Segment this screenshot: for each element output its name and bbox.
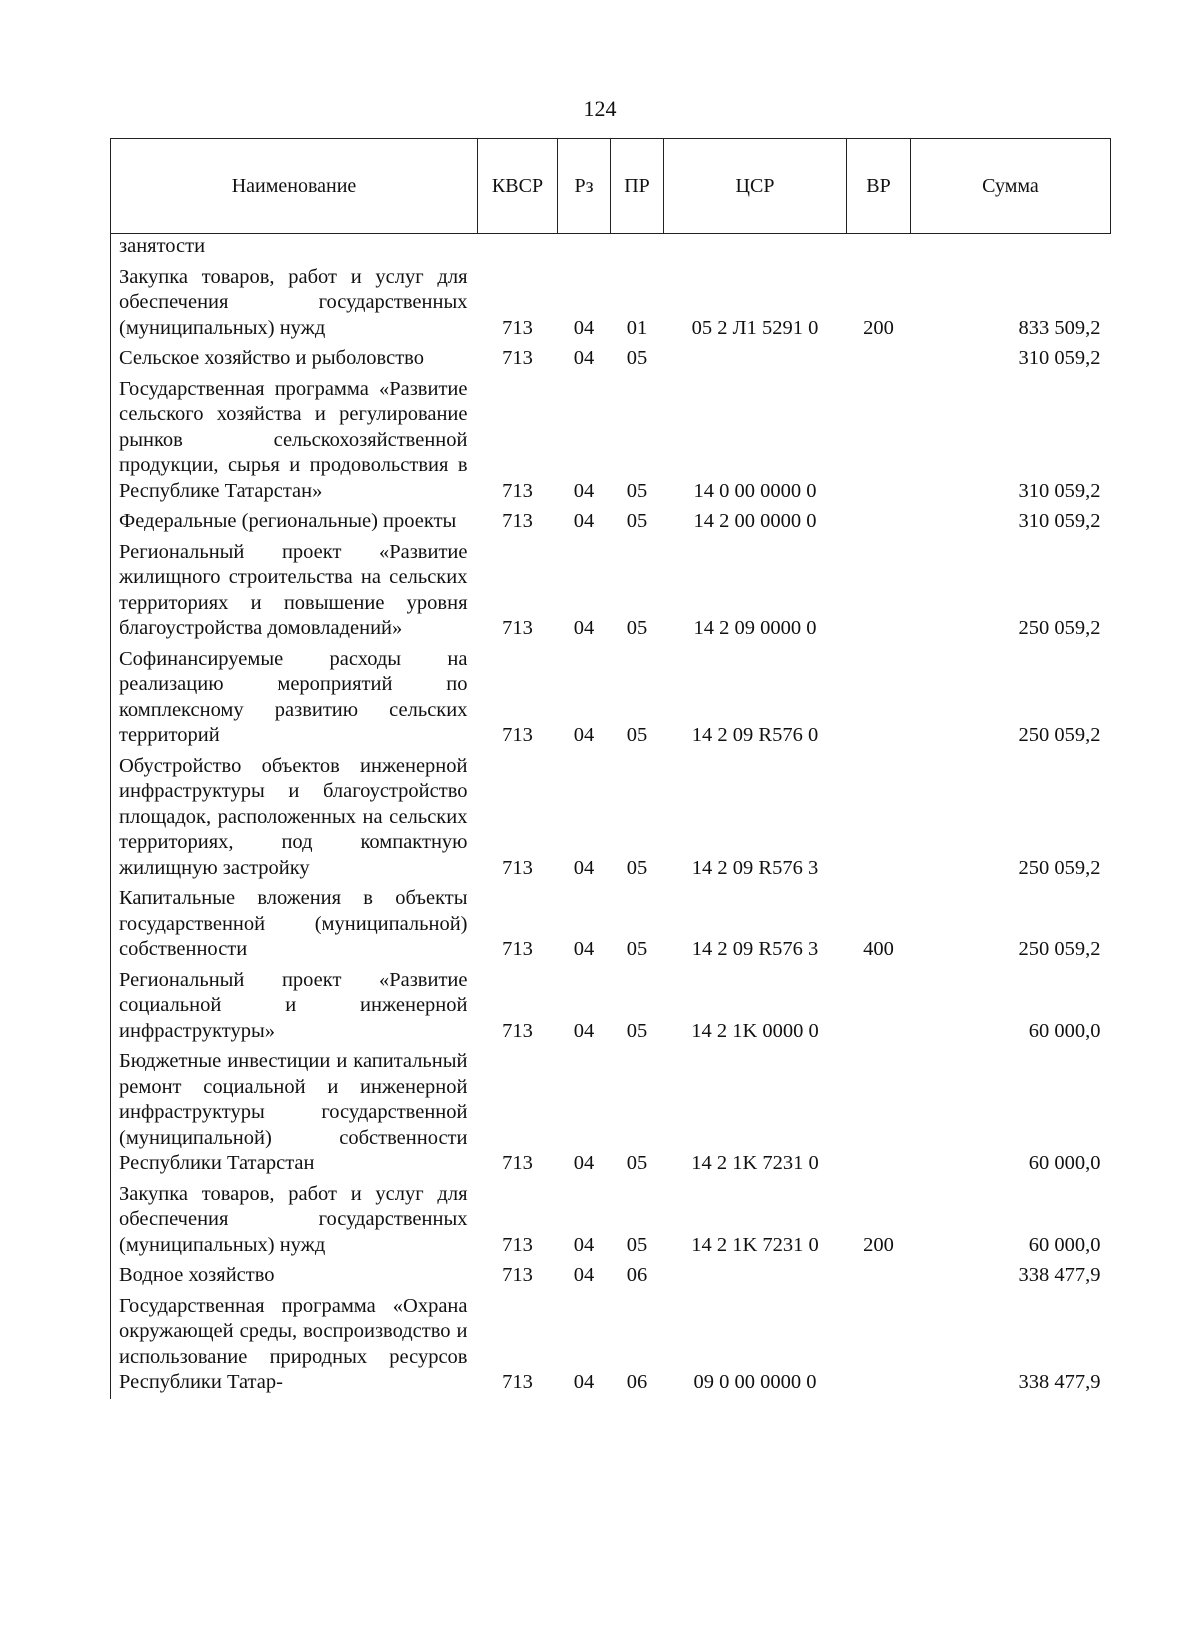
table-row [111, 263, 1111, 345]
row-kvsr [478, 234, 558, 263]
row-name: Государственная программа «Охрана окружающей среды, воспроизводство и использование природных ресурсов Республики Татар- [111, 1292, 478, 1399]
row-csr: 14 2 1K 7231 0 [691, 1152, 819, 1174]
row-rz: 04 [573, 1152, 595, 1174]
row-name: Региональный проект «Развитие жилищного строительства на сельских территориях и повышение уровня благоустройства домовладений» [111, 538, 478, 645]
row-name: Капитальные вложения в объекты государственной (муниципальной) собственности [111, 884, 478, 966]
row-kvsr: 713 [502, 617, 533, 639]
row-vr [847, 1261, 911, 1292]
row-csr: 05 2 Л1 5291 0 [691, 316, 819, 339]
row-sum: 338 477,9 [1018, 1264, 1101, 1286]
row-vr: 200 [863, 1233, 894, 1256]
table-row [111, 884, 1111, 966]
row-name: занятости [111, 234, 478, 263]
table-row [111, 344, 1111, 375]
row-kvsr: 713 [502, 510, 533, 532]
row-kvsr: 713 [502, 316, 533, 339]
table-row [111, 1047, 1111, 1180]
row-rz: 04 [573, 856, 595, 879]
budget-table [110, 138, 1111, 1399]
row-pr: 05 [626, 938, 648, 960]
row-rz [558, 234, 611, 263]
row-rz: 04 [573, 1264, 595, 1286]
row-csr: 14 2 09 R576 3 [691, 856, 819, 879]
table-row [111, 966, 1111, 1048]
table-row [111, 375, 1111, 508]
row-sum: 310 059,2 [1018, 479, 1101, 502]
row-vr: 200 [863, 316, 894, 339]
row-name: Обустройство объектов инженерной инфраструктуры и благоустройство площадок, расположенных на сельских территориях, под компактную жилищную застройку [111, 752, 478, 885]
row-csr: 14 2 09 0000 0 [693, 617, 817, 639]
row-rz: 04 [573, 1233, 595, 1256]
row-pr: 06 [626, 1371, 648, 1393]
row-sum: 310 059,2 [1018, 347, 1101, 369]
row-sum: 250 059,2 [1018, 856, 1101, 879]
row-csr [664, 344, 847, 375]
row-vr [847, 1047, 911, 1180]
row-name: Закупка товаров, работ и услуг для обеспечения государственных (муниципальных) нужд [111, 263, 478, 345]
row-pr: 05 [626, 724, 648, 746]
row-kvsr: 713 [502, 1233, 533, 1256]
row-kvsr: 713 [502, 1019, 533, 1042]
row-pr: 01 [626, 316, 648, 339]
row-kvsr: 713 [502, 938, 533, 960]
header-vr: ВР [847, 139, 911, 234]
row-pr: 05 [626, 347, 648, 369]
row-csr: 14 2 00 0000 0 [693, 510, 817, 532]
row-vr [847, 1292, 911, 1399]
row-name: Софинансируемые расходы на реализацию мероприятий по комплексному развитию сельских территорий [111, 645, 478, 752]
row-rz: 04 [573, 617, 595, 639]
row-kvsr: 713 [502, 724, 533, 746]
row-pr: 06 [626, 1264, 648, 1286]
row-rz: 04 [573, 510, 595, 532]
row-sum [911, 234, 1111, 263]
row-csr: 14 2 09 R576 0 [691, 724, 819, 746]
row-pr: 05 [626, 617, 648, 639]
row-vr [847, 538, 911, 645]
row-sum: 250 059,2 [1018, 617, 1101, 639]
row-vr [847, 375, 911, 508]
row-vr [847, 507, 911, 538]
row-name: Региональный проект «Развитие социальной и инженерной инфраструктуры» [111, 966, 478, 1048]
table-row [111, 538, 1111, 645]
row-rz: 04 [573, 316, 595, 339]
row-name: Бюджетные инвестиции и капитальный ремонт социальной и инженерной инфраструктуры государственной (муниципальной) собственности Республики Татарстан [111, 1047, 478, 1180]
row-rz: 04 [573, 1371, 595, 1393]
header-csr: ЦСР [664, 139, 847, 234]
table-row [111, 507, 1111, 538]
row-pr: 05 [626, 1233, 648, 1256]
table-row [111, 1261, 1111, 1292]
row-name: Сельское хозяйство и рыболовство [111, 344, 478, 375]
header-name: Наименование [111, 139, 478, 234]
row-kvsr: 713 [502, 1152, 533, 1174]
row-rz: 04 [573, 479, 595, 502]
table-row [111, 1292, 1111, 1399]
row-csr [664, 234, 847, 263]
row-kvsr: 713 [502, 1371, 533, 1393]
row-sum: 338 477,9 [1018, 1371, 1101, 1393]
row-sum: 833 509,2 [1018, 316, 1101, 339]
row-vr [847, 752, 911, 885]
row-sum: 250 059,2 [1018, 724, 1101, 746]
row-rz: 04 [573, 724, 595, 746]
row-sum: 60 000,0 [1028, 1152, 1101, 1174]
row-vr [847, 645, 911, 752]
row-pr [611, 234, 664, 263]
row-csr: 09 0 00 0000 0 [693, 1371, 817, 1393]
row-name: Государственная программа «Развитие сельского хозяйства и регулирование рынков сельскохозяйственной продукции, сырья и продовольствия в Республике Татарстан» [111, 375, 478, 508]
page-number: 124 [583, 96, 617, 121]
row-rz: 04 [573, 347, 595, 369]
row-sum: 60 000,0 [1028, 1019, 1101, 1042]
table-row [111, 1180, 1111, 1262]
row-rz: 04 [573, 938, 595, 960]
row-vr: 400 [863, 938, 894, 960]
row-csr: 14 0 00 0000 0 [693, 479, 817, 502]
row-pr: 05 [626, 1019, 648, 1042]
header-pr: ПР [611, 139, 664, 234]
row-rz: 04 [573, 1019, 595, 1042]
header-rz: Рз [558, 139, 611, 234]
row-sum: 310 059,2 [1018, 510, 1101, 532]
row-vr [847, 966, 911, 1048]
row-kvsr: 713 [502, 479, 533, 502]
row-name: Водное хозяйство [111, 1261, 478, 1292]
row-csr [664, 1261, 847, 1292]
table-row [111, 752, 1111, 885]
row-kvsr: 713 [502, 1264, 533, 1286]
table-header-row [111, 139, 1111, 234]
row-pr: 05 [626, 856, 648, 879]
row-csr: 14 2 09 R576 3 [691, 938, 819, 960]
row-kvsr: 713 [502, 856, 533, 879]
row-name: Федеральные (региональные) проекты [111, 507, 478, 538]
row-csr: 14 2 1K 0000 0 [691, 1019, 819, 1042]
header-kvsr: КВСР [478, 139, 558, 234]
row-sum: 60 000,0 [1028, 1233, 1101, 1256]
row-name: Закупка товаров, работ и услуг для обеспечения государственных (муниципальных) нужд [111, 1180, 478, 1262]
row-vr [847, 234, 911, 263]
table-row [111, 645, 1111, 752]
row-vr [847, 344, 911, 375]
row-pr: 05 [626, 510, 648, 532]
table-row [111, 234, 1111, 263]
row-kvsr: 713 [502, 347, 533, 369]
row-pr: 05 [626, 1152, 648, 1174]
row-pr: 05 [626, 479, 648, 502]
header-sum: Сумма [911, 139, 1111, 234]
row-csr: 14 2 1K 7231 0 [691, 1233, 819, 1256]
row-sum: 250 059,2 [1018, 938, 1101, 960]
